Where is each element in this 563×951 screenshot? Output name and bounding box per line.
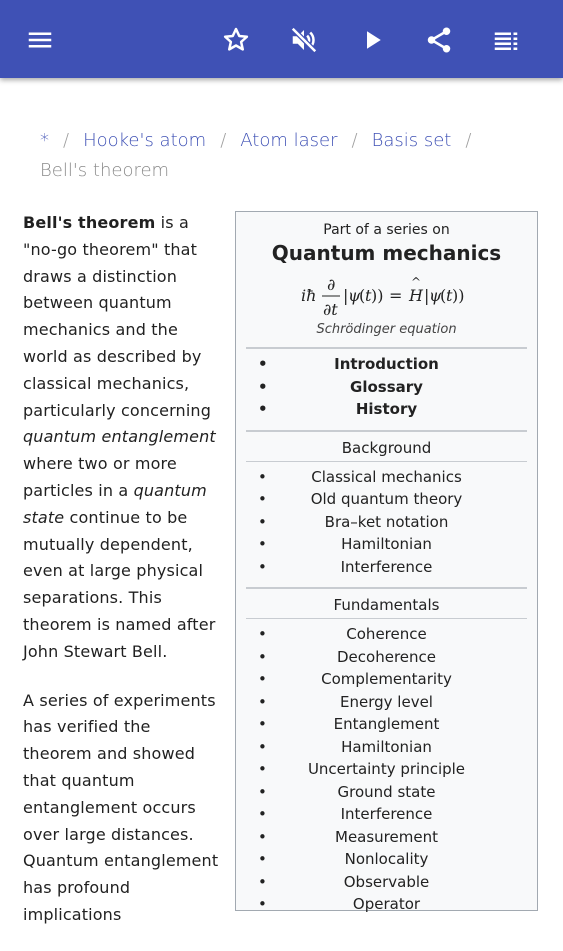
equation-caption: Schrödinger equation xyxy=(316,322,457,337)
list-item[interactable]: • Uncertainty principle xyxy=(236,758,537,781)
list-item[interactable]: • Energy level xyxy=(236,691,537,714)
play-icon xyxy=(357,25,387,55)
infobox-series-label: Part of a series on xyxy=(323,222,450,238)
list-item[interactable]: • Observable xyxy=(236,871,537,894)
list-item[interactable]: • Glossary xyxy=(236,376,537,399)
svg-text:t: t xyxy=(445,286,452,305)
svg-text:∂: ∂ xyxy=(326,275,335,294)
svg-text:(: ( xyxy=(439,286,446,305)
mute-button[interactable] xyxy=(286,22,322,58)
article-body xyxy=(23,210,223,951)
article-link[interactable]: quantum entanglement xyxy=(23,427,216,447)
list-item[interactable]: • Entanglement xyxy=(236,713,537,736)
group-title-background[interactable]: Background xyxy=(246,437,527,462)
list-item[interactable]: • Hamiltonian xyxy=(236,736,537,759)
share-button[interactable] xyxy=(421,22,457,58)
list-item[interactable]: • Nonlocality xyxy=(236,848,537,871)
menu-button[interactable] xyxy=(22,22,58,58)
breadcrumb-link[interactable]: Basis set xyxy=(371,130,452,151)
article-text: continue to be mutually dependent, even at large physical separations. This theorem is named after John Stewart Bell. xyxy=(23,507,216,661)
intro-list xyxy=(236,353,537,421)
article-text: where two or more particles in a xyxy=(23,454,177,500)
article-link[interactable]: quantum state xyxy=(23,480,207,527)
mute-icon xyxy=(289,25,319,55)
svg-text:|: | xyxy=(423,286,429,305)
schrodinger-equation xyxy=(236,274,537,318)
favorite-button[interactable] xyxy=(218,22,254,58)
svg-text:^: ^ xyxy=(410,275,421,289)
breadcrumb-separator: / xyxy=(220,130,227,151)
list-item[interactable]: • Interference xyxy=(236,803,537,826)
infobox xyxy=(235,211,538,911)
breadcrumb-separator: / xyxy=(63,130,70,151)
list-item[interactable]: • Classical mechanics xyxy=(236,466,537,489)
list-item[interactable]: • Decoherence xyxy=(236,646,537,669)
fundamentals-list xyxy=(236,623,537,916)
breadcrumb xyxy=(40,126,540,186)
breadcrumb-separator: / xyxy=(465,130,472,151)
list-item[interactable]: • Introduction xyxy=(236,353,537,376)
svg-text:H: H xyxy=(408,286,423,305)
svg-text:iħ: iħ xyxy=(300,286,316,305)
svg-text:)): )) xyxy=(370,286,383,305)
list-item[interactable]: • Old quantum theory xyxy=(236,488,537,511)
article-bold-term: Bell's theorem xyxy=(23,213,156,232)
list-item[interactable]: • Coherence xyxy=(236,623,537,646)
list-item[interactable]: • Hamiltonian xyxy=(236,533,537,556)
breadcrumb-link[interactable]: * xyxy=(40,130,49,151)
menu-icon xyxy=(25,25,55,55)
contents-button[interactable] xyxy=(488,22,524,58)
breadcrumb-link[interactable]: Atom laser xyxy=(240,130,338,151)
list-item[interactable]: • Ground state xyxy=(236,781,537,804)
star-icon xyxy=(221,25,251,55)
article-paragraph xyxy=(23,210,223,666)
infobox-title: Quantum mechanics xyxy=(271,241,502,265)
list-item[interactable]: • Complementarity xyxy=(236,668,537,691)
svg-text:ψ: ψ xyxy=(428,286,442,305)
list-icon xyxy=(491,25,521,55)
list-item[interactable]: • Bra–ket notation xyxy=(236,511,537,534)
svg-text:|: | xyxy=(342,286,348,305)
article-text: is a "no-go theorem" that draws a distinction between quantum mechanics and the world as described by classical mechanics, particularly concerning xyxy=(23,213,212,420)
list-item[interactable]: • Interference xyxy=(236,556,537,579)
svg-text:=: = xyxy=(388,286,402,305)
app-bar xyxy=(0,0,563,78)
svg-text:)): )) xyxy=(451,286,464,305)
list-item[interactable]: • History xyxy=(236,398,537,421)
equation-graphic xyxy=(287,274,487,320)
share-icon xyxy=(424,25,454,55)
background-list xyxy=(236,466,537,579)
article-paragraph: A series of experiments has verified the theorem and showed that quantum entanglement occurs over large distances. Quantum entanglement has profound implications xyxy=(23,690,219,924)
divider xyxy=(246,430,527,432)
svg-text:ψ: ψ xyxy=(347,286,361,305)
divider xyxy=(246,347,527,349)
play-button[interactable] xyxy=(354,22,390,58)
svg-text:∂t: ∂t xyxy=(322,300,338,319)
divider xyxy=(246,587,527,589)
group-title-fundamentals[interactable]: Fundamentals xyxy=(246,594,527,619)
list-item[interactable]: • Measurement xyxy=(236,826,537,849)
breadcrumb-link[interactable]: Hooke's atom xyxy=(83,130,207,151)
svg-text:(: ( xyxy=(358,286,365,305)
breadcrumb-separator: / xyxy=(351,130,358,151)
svg-text:t: t xyxy=(364,286,371,305)
breadcrumb-current: Bell's theorem xyxy=(40,160,170,181)
list-item[interactable]: • Operator xyxy=(236,893,537,916)
